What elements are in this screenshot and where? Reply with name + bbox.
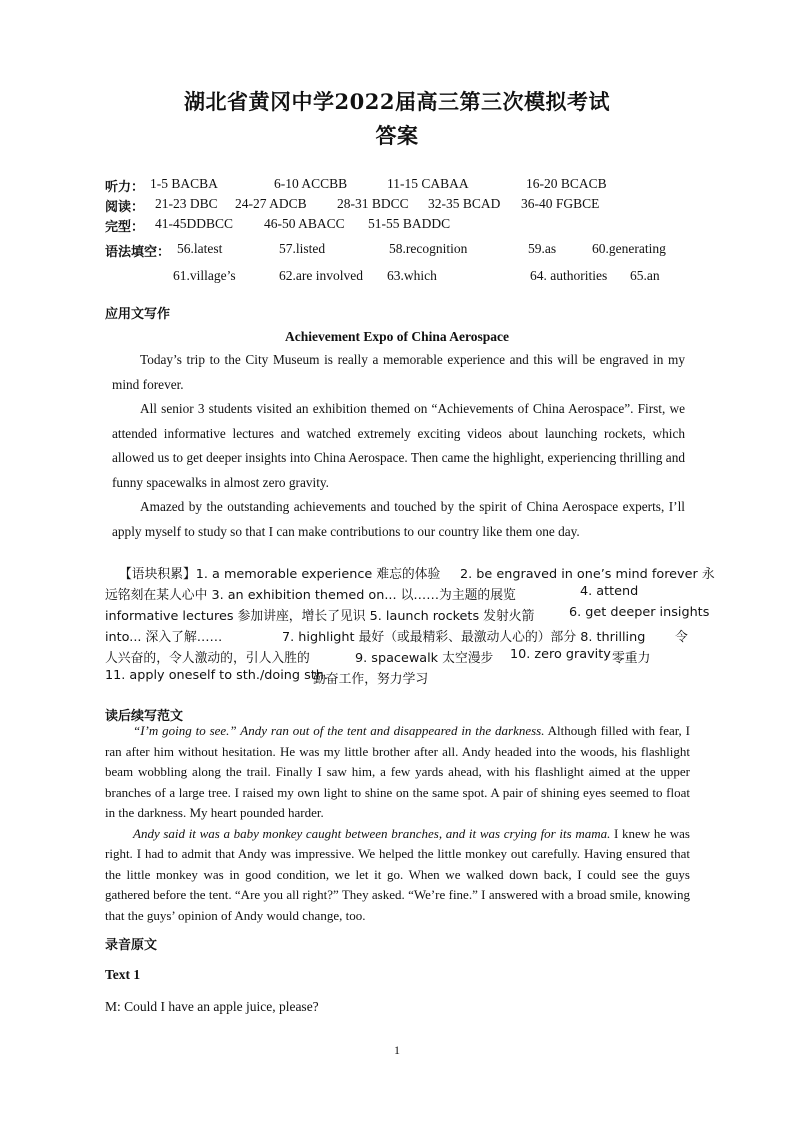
phrase-line: 人兴奋的，令人激动的，引人入胜的 xyxy=(105,651,310,666)
continuation-body xyxy=(105,721,690,926)
answer-item: 59.as xyxy=(528,241,557,256)
listening-label: 听力： xyxy=(105,180,145,195)
answer-item: 6-10 ACCBB xyxy=(274,176,348,191)
section-title-continuation: 读后续写范文 xyxy=(105,709,184,724)
continuation-paragraph xyxy=(105,824,690,927)
phrase-line: 7. highlight 最好（或最精彩、最激动人心的）部分 8. thrilling xyxy=(282,630,646,645)
essay-paragraph: Amazed by the outstanding achievements and touched by the spirit of China Aerospace experts, I’ll apply myself to study so that I can make contributions to our country like them one day. xyxy=(112,499,685,539)
answer-item: 57.listed xyxy=(279,241,326,256)
phrase-line: 9. spacewalk 太空漫步 xyxy=(355,651,494,666)
essay-body xyxy=(112,348,685,544)
answer-item: 24-27 ADCB xyxy=(235,196,307,211)
reading-label: 阅读： xyxy=(105,200,145,215)
answer-item: 62.are involved xyxy=(279,268,363,283)
answer-item: 21-23 DBC xyxy=(155,196,218,211)
phrase-line: 6. get deeper insights xyxy=(569,605,710,620)
cloze-label: 完型： xyxy=(105,220,145,235)
given-sentence: “I’m going to see.” Andy ran out of the tent and disappeared in the darkness. xyxy=(133,723,545,738)
continuation-paragraph xyxy=(105,721,690,824)
answer-item: 51-55 BADDC xyxy=(368,216,451,231)
phrase-line: 11. apply oneself to sth./doing sth. xyxy=(105,668,328,683)
grammar-label: 语法填空： xyxy=(105,245,171,260)
section-title-writing: 应用文写作 xyxy=(105,307,171,322)
answer-item: 28-31 BDCC xyxy=(337,196,409,211)
phrase-line: 勤奋工作，努力学习 xyxy=(313,672,429,687)
document-title: 湖北省黄冈中学2022届高三第三次模拟考试 xyxy=(184,89,610,114)
paragraph-text: I knew he was right. I had to admit that Andy was impressive. We helped the little monkey out carefully. Having ensured that the little monkey was in good condition, we let it go. When we walked down back, I could see the guys gathered before the tent. “Are you all right?” They asked. “We’re fine.” I answered with a broad smile, knowing that the guys’ opinion of Andy would change, too. xyxy=(105,825,690,923)
answer-item: 63.which xyxy=(387,268,437,283)
answer-item: 11-15 CABAA xyxy=(387,176,469,191)
answer-item: 64. authorities xyxy=(530,268,608,283)
answer-item: 41-45DDBCC xyxy=(155,216,234,231)
phrase-line: into... 深入了解…… xyxy=(105,630,223,645)
page-number: 1 xyxy=(394,1043,400,1057)
phrase-line: 远铭刻在某人心中 3. an exhibition themed on... 以……为主题的展览 xyxy=(105,588,516,603)
phrase-line: 零重力 xyxy=(612,651,651,666)
phrase-accumulation xyxy=(105,563,715,693)
answer-item: 46-50 ABACC xyxy=(264,216,345,231)
transcript-line: M: Could I have an apple juice, please? xyxy=(105,999,319,1014)
phrase-line: 【语块积累】1. a memorable experience 难忘的体验 xyxy=(119,567,441,582)
phrase-line: 2. be engraved in one’s mind forever 永 xyxy=(460,567,715,582)
answer-item: 65.an xyxy=(630,268,660,283)
answer-item: 61.village’s xyxy=(173,268,236,283)
phrase-line: 4. attend xyxy=(580,584,639,599)
answer-item: 58.recognition xyxy=(389,241,468,256)
phrase-line: 令 xyxy=(675,630,688,645)
answer-item: 16-20 BCACB xyxy=(526,176,607,191)
answer-item: 1-5 BACBA xyxy=(150,176,218,191)
answer-item: 36-40 FGBCE xyxy=(521,196,600,211)
section-title-transcript: 录音原文 xyxy=(105,938,158,953)
answer-item: 60.generating xyxy=(592,241,666,256)
phrase-line: 10. zero gravity xyxy=(510,647,611,662)
answer-item: 32-35 BCAD xyxy=(428,196,501,211)
paragraph-text: Although filled with fear, I ran after him without hesitation. He was my little brother after all. Andy headed into the woods, his flashlight beam wobbling along the trail. Finally I saw him, a few yards ahead, with his flashlight aimed at the upper branches of a large tree. I raised my own light to shine on the same spot. A pair of shining eyes seemed to float in the darkness. My heart pounded harder. xyxy=(105,723,690,820)
given-sentence: Andy said it was a baby monkey caught between branches, and it was crying for its mama. xyxy=(133,825,611,841)
answer-item: 56.latest xyxy=(177,241,223,256)
essay-title: Achievement Expo of China Aerospace xyxy=(285,329,509,344)
document-subtitle: 答案 xyxy=(375,123,419,148)
text-label: Text 1 xyxy=(105,967,141,982)
essay-paragraph: All senior 3 students visited an exhibition themed on “Achievements of China Aerospace”. First, we attended informative lectures and watched extremely exciting videos about launching rockets, which allowed us to get deeper insights into China Aerospace. Then came the highlight, experiencing thrilling and funny spacewalks in almost zero gravity. xyxy=(112,401,685,490)
essay-paragraph: Today’s trip to the City Museum is really a memorable experience and this will be engraved in my mind forever. xyxy=(112,352,685,392)
phrase-line: informative lectures 参加讲座，增长了见识 5. launch rockets 发射火箭 xyxy=(105,609,535,624)
